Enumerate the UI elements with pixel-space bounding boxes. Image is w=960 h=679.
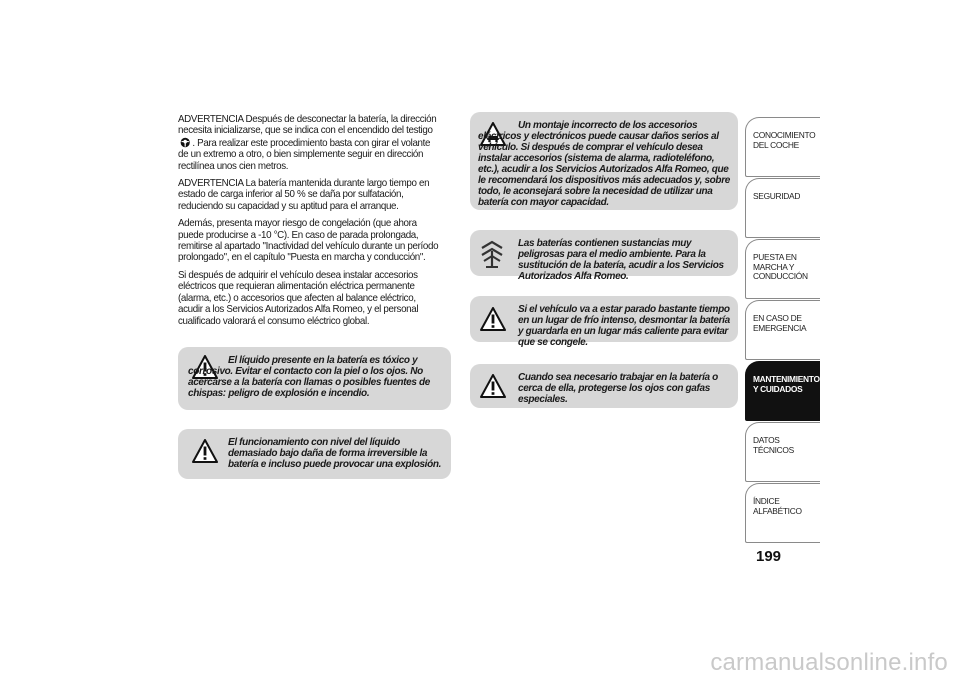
tab-seguridad[interactable] bbox=[745, 178, 820, 238]
tab-label: CONOCIMIENTO DEL COCHE bbox=[753, 130, 816, 150]
paragraph-steering-start: ADVERTENCIA Después de desconectar la batería, la dirección necesita inicializarse, que se indica con el encendido del testigo bbox=[178, 114, 437, 137]
paragraph-steering-warning bbox=[178, 114, 441, 172]
tab-label: MANTENIMIENTO Y CUIDADOS bbox=[753, 374, 820, 394]
warning-box-cold bbox=[470, 296, 738, 348]
paragraph-steering-continue: Para realizar este procedimiento basta con girar el volante de un extremo a otro, o bien simplemente seguir en dirección rectilínea unos cien metros. bbox=[178, 137, 431, 172]
tab-label: SEGURIDAD bbox=[753, 191, 801, 201]
warning-text-eye-protection: Cuando sea necesario trabajar en la batería o cerca de ella, protegerse los ojos con gafas especiales. bbox=[518, 372, 718, 405]
tab-indice-alfabetico[interactable] bbox=[745, 483, 820, 543]
warning-box-low-level bbox=[178, 429, 451, 479]
tab-en-caso-de-emergencia[interactable] bbox=[745, 300, 820, 360]
warning-text-environment: Las baterías contienen sustancias muy peligrosas para el medio ambiente. Para la sustitución de la batería, acudir a los Servicios Autorizados Alfa Romeo. bbox=[518, 238, 724, 282]
tab-puesta-en-marcha[interactable] bbox=[745, 239, 820, 299]
warning-text-low-level: El funcionamiento con nivel del líquido demasiado bajo daña de forma irreversible la batería e incluso puede provocar una explosión. bbox=[228, 437, 442, 470]
warning-box-toxic-liquid bbox=[178, 347, 451, 410]
tab-conocimiento-del-coche[interactable] bbox=[745, 117, 820, 177]
paragraph-accessories: Si después de adquirir el vehículo desea instalar accesorios eléctricos que requieran alimentación eléctrica permanente (alarma, etc.) o accesorios que afecten al balance eléctrico, acudir a los Servicios Autorizados Alfa Romeo, y el personal cualificado valorará el consumo eléctrico global. bbox=[178, 269, 419, 327]
steering-warning-icon bbox=[180, 137, 191, 148]
paragraph-freezing: Además, presenta mayor riesgo de congelación (que ahora puede producirse a -10 °C). En caso de parada prolongada, remitirse al apartado "Inactividad del vehículo durante un período prolongado", en el capítulo "Puesta en marcha y conducción". bbox=[178, 218, 439, 264]
environment-icon bbox=[478, 239, 506, 269]
tab-label: DATOS TÉCNICOS bbox=[753, 435, 794, 455]
tab-label: EN CASO DE EMERGENCIA bbox=[753, 313, 807, 333]
tab-datos-tecnicos[interactable] bbox=[745, 422, 820, 482]
warning-triangle-icon bbox=[480, 374, 506, 398]
warning-text-toxic-liquid: El líquido presente en la batería es tóxico y corrosivo. Evitar el contacto con la piel o los ojos. No acercarse a la batería con llamas o posibles fuentes de chispas: peligro de explosión e incendio. bbox=[188, 355, 430, 399]
tab-mantenimiento-y-cuidados[interactable] bbox=[745, 361, 820, 421]
tab-label: PUESTA EN MARCHA Y CONDUCCIÓN bbox=[753, 252, 808, 282]
warning-box-environment bbox=[470, 230, 738, 282]
left-column bbox=[178, 114, 452, 333]
watermark: carmanualsonline.info bbox=[710, 649, 948, 676]
warning-text-cold: Si el vehículo va a estar parado bastante tiempo en un lugar de frío intenso, desmontar la batería y guardarla en un lugar más caliente para evitar que se congele. bbox=[518, 304, 730, 348]
paragraph-battery-charge: ADVERTENCIA La batería mantenida durante largo tiempo en estado de carga inferior al 50 % se daña por sulfatación, reduciendo su capacidad y su aptitud para el arranque. bbox=[178, 178, 430, 212]
warning-box-eye-protection bbox=[470, 364, 738, 408]
warning-text-accessories: Un montaje incorrecto de los accesorios eléctricos y electrónicos puede causar daños serios al vehículo. Si después de comprar el vehículo desea instalar accesorios (sistema de alarma, radioteléfono, etc.), acudir a los Servicios Autorizados Alfa Romeo, que le recomendará los dispositivos más adecuados y, sobre todo, le aconsejará sobre la necesidad de utilizar una batería con mayor capacidad. bbox=[478, 120, 730, 208]
tab-label: ÍNDICE ALFABÉTICO bbox=[753, 496, 802, 516]
warning-triangle-icon bbox=[480, 307, 506, 331]
warning-triangle-icon bbox=[192, 439, 218, 463]
warning-box-accessories bbox=[470, 112, 738, 210]
paragraph-steering-end: . bbox=[192, 137, 195, 149]
page-number: 199 bbox=[756, 548, 782, 565]
